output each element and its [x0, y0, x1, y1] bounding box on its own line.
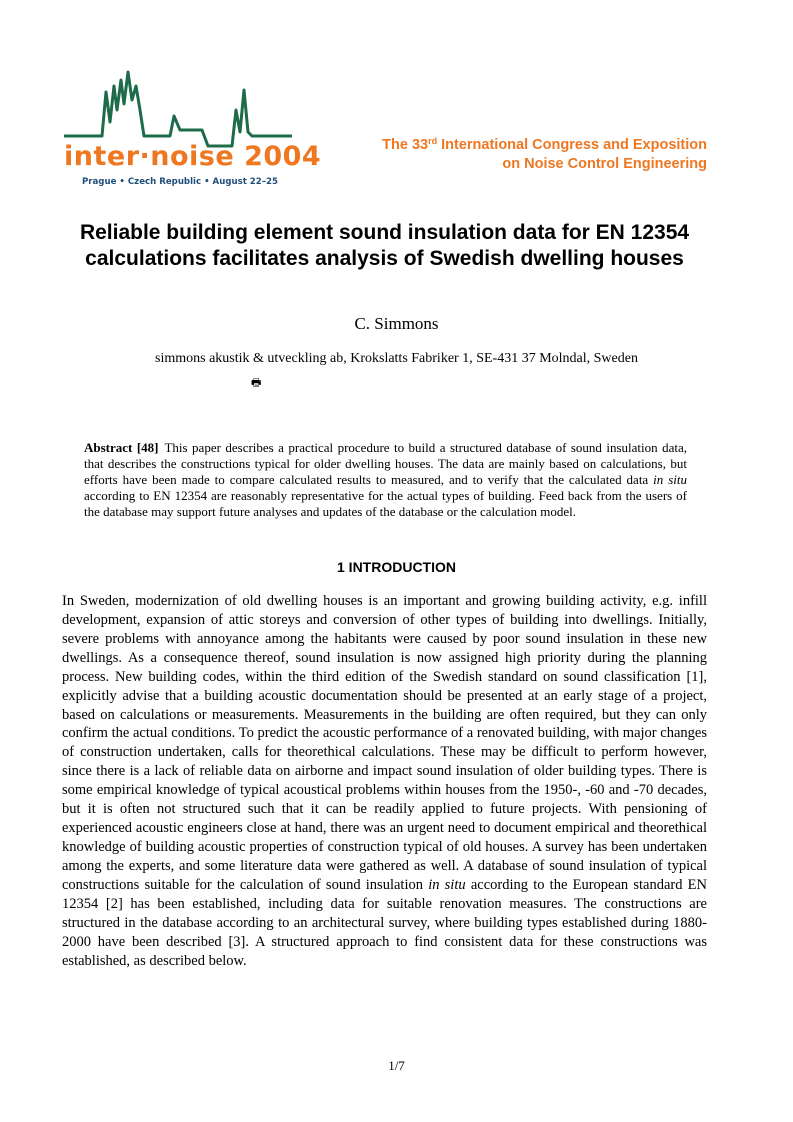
paper-author: C. Simmons [354, 314, 439, 333]
congress-line-1: The 33rd International Congress and Exposition [382, 136, 707, 153]
abstract: Abstract [48] This paper describes a practical procedure to build a structured database of sound insulation data, that describes the constructions typical for older dwelling houses. The data are mainly based on calculations, but efforts have been made to compare calculated results to measured, and to verify that the calculated data in situ according to EN 12354 are reasonably representative for the actual types of building. Feed back from the users of the database may support future analyses and updates of the database or the calculation model. [84, 440, 687, 520]
skyline-graphic [62, 70, 294, 150]
author-affiliation: simmons akustik & utveckling ab, Krokslatts Fabriker 1, SE-431 37 Molndal, Sweden [155, 351, 638, 366]
logo-subtitle: Prague • Czech Republic • August 22–25 [81, 177, 279, 187]
congress-line-2: on Noise Control Engineering [502, 155, 707, 172]
abstract-label: Abstract [48] [84, 440, 159, 455]
ordinal-suffix: rd [428, 136, 438, 146]
congress-header [382, 136, 707, 173]
section-heading: 1 INTRODUCTION [337, 559, 456, 575]
contact-icon: 🖶 [251, 376, 262, 389]
paper-title: Reliable building element sound insulation data for EN 12354 calculations facilitates analysis of Swedish dwelling houses [79, 221, 690, 270]
body-paragraph: In Sweden, modernization of old dwelling houses is an important and growing building activity, e.g. infill development, expansion of attic storeys and conversion of other types of building into dwellings. Initially, severe problems with annoyance among the habitants were caused by poor sound insulation in these new dwellings. As a consequence thereof, sound insulation is now assigned high priority during the planning process. New building codes, within the third edition of the Swedish standard on sound classification [1], explicitly advise that a building acoustic documentation should be presented at an early stage of a project, based on calculations or measurements. Measurements in the building are often required, but they can only confirm the actual conditions. To predict the acoustic performance of a renovated building, with major changes of construction undertaken, calls for theorethical calculations. These may be difficult to perform however, since there is a lack of reliable data on airborne and impact sound insulation of older building types. There is some empirical knowledge of typical acoustical problems within houses from the 1950-, -60 and -70 decades, but it is often not structured such that it can be readily applied to future projects. With pensioning of experienced acoustic engineers close at hand, there was an urgent need to document empirical and theorethical knowledge of building acoustic properties of construction typical of old houses. A survey has been undertaken among the experts, and some literature data were gathered as well. A database of sound insulation of typical constructions suitable for the calculation of sound insulation in situ according to the European standard EN 12354 [2] has been established, including data for suitable renovation measures. The constructions are structured in the database according to an architectural survey, where building types established during 1880-2000 have been described [3]. A structured approach to find consistent data for these constructions was established, as described below. [62, 593, 707, 969]
logo-wordmark: inter·noise 2004 [64, 141, 322, 172]
conference-logo [62, 70, 322, 192]
page-number: 1/7 [388, 1058, 405, 1073]
